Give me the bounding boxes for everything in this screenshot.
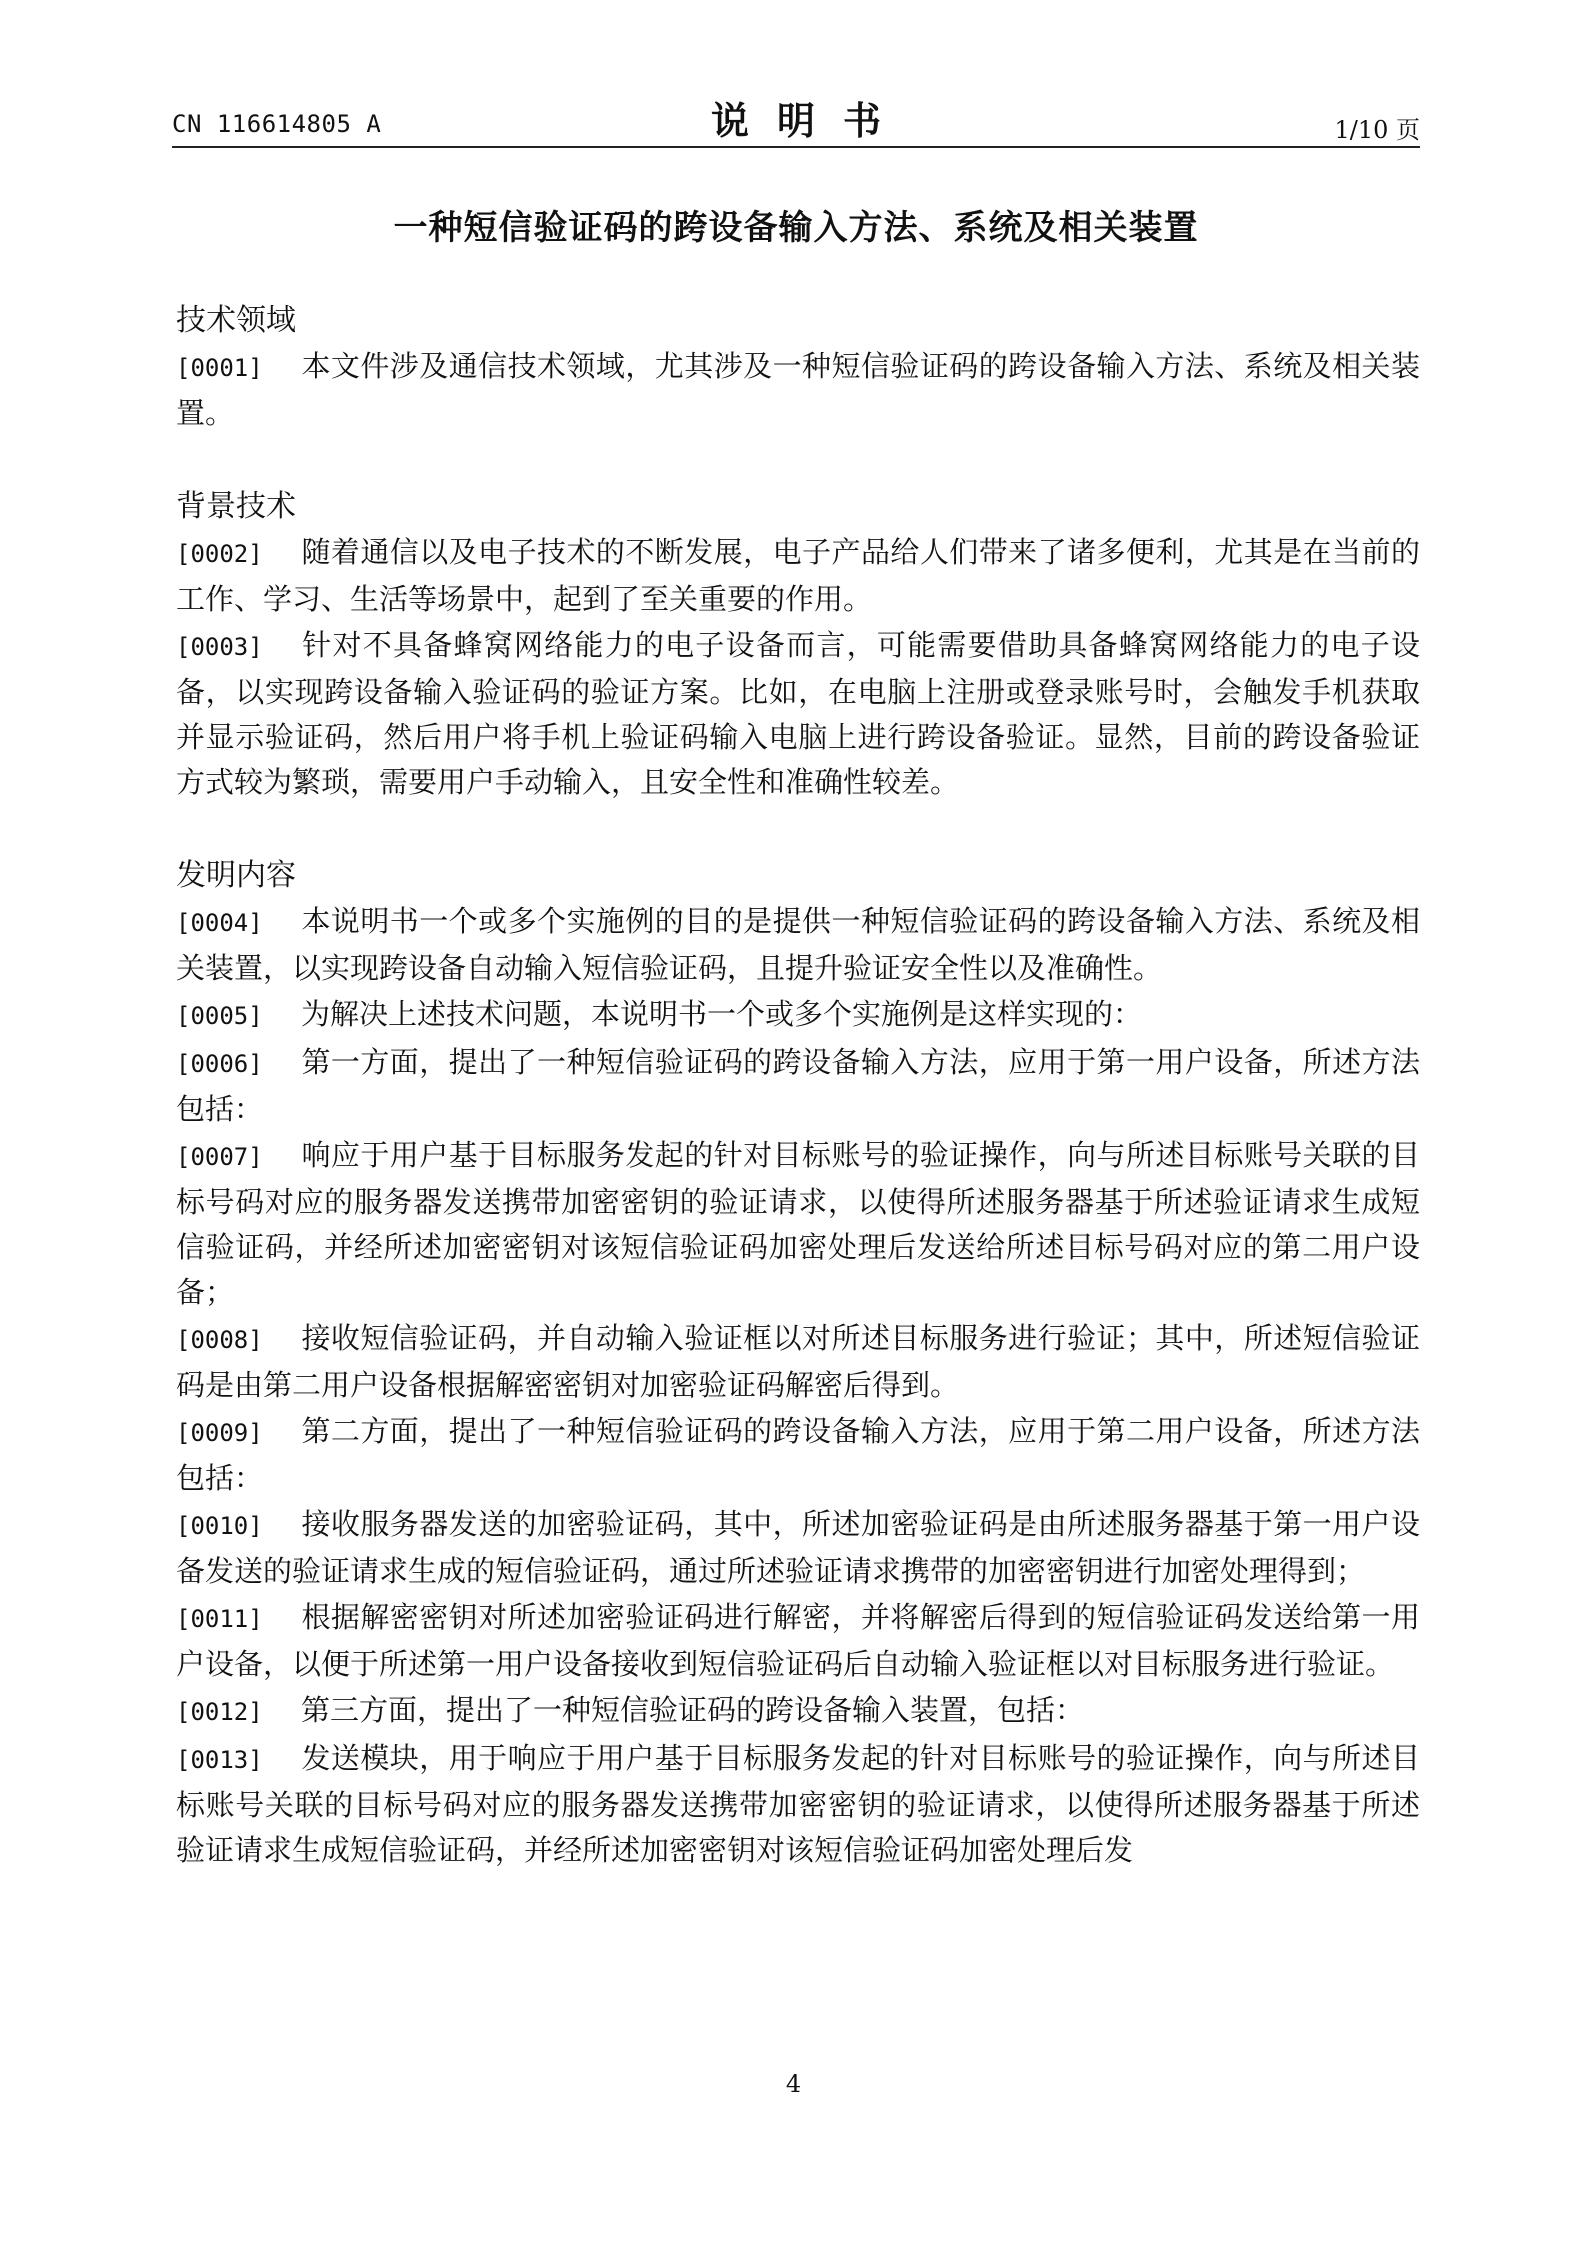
paragraph-text: 根据解密密钥对所述加密验证码进行解密，并将解密后得到的短信验证码发送给第一用户设备，以便于所述第一用户设备接收到短信验证码后自动输入验证框以对目标服务进行验证。 bbox=[176, 1600, 1420, 1681]
paragraph bbox=[176, 622, 1420, 805]
paragraph-text: 接收服务器发送的加密验证码，其中，所述加密验证码是由所述服务器基于第一用户设备发送的验证请求生成的短信验证码，通过所述验证请求携带的加密密钥进行加密处理得到； bbox=[176, 1507, 1420, 1588]
paragraph bbox=[176, 898, 1420, 991]
paragraph-number: [0011] bbox=[176, 1605, 263, 1633]
paragraph-number: [0008] bbox=[176, 1326, 263, 1354]
document-type-heading: 说明书 bbox=[710, 99, 909, 143]
document-body bbox=[176, 298, 1420, 1873]
paragraph-number: [0001] bbox=[176, 354, 263, 382]
paragraph-text: 第一方面，提出了一种短信验证码的跨设备输入方法，应用于第一用户设备，所述方法包括： bbox=[176, 1045, 1420, 1126]
section-heading: 发明内容 bbox=[176, 858, 296, 893]
paragraph-text: 本文件涉及通信技术领域，尤其涉及一种短信验证码的跨设备输入方法、系统及相关装置。 bbox=[176, 349, 1420, 430]
paragraph bbox=[176, 1408, 1420, 1501]
paragraph-number: [0005] bbox=[176, 1002, 263, 1030]
paragraph bbox=[176, 991, 1420, 1039]
paragraph-number: [0007] bbox=[176, 1143, 263, 1171]
paragraph-text: 本说明书一个或多个实施例的目的是提供一种短信验证码的跨设备输入方法、系统及相关装置，以实现跨设备自动输入短信验证码，且提升验证安全性以及准确性。 bbox=[176, 904, 1420, 985]
paragraph bbox=[176, 529, 1420, 622]
paragraph-text: 接收短信验证码，并自动输入验证框以对所述目标服务进行验证；其中，所述短信验证码是由第二用户设备根据解密密钥对加密验证码解密后得到。 bbox=[176, 1321, 1420, 1402]
paragraph-number: [0006] bbox=[176, 1050, 263, 1078]
page-indicator: 1/10 页 bbox=[1334, 116, 1420, 144]
paragraph-text: 响应于用户基于目标服务发起的针对目标账号的验证操作，向与所述目标账号关联的目标号码对应的服务器发送携带加密密钥的验证请求，以使得所述服务器基于所述验证请求生成短信验证码，并经所述加密密钥对该短信验证码加密处理后发送给所述目标号码对应的第二用户设备； bbox=[176, 1138, 1420, 1309]
paragraph bbox=[176, 1039, 1420, 1132]
paragraph-number: [0013] bbox=[176, 1746, 263, 1774]
paragraph-number: [0003] bbox=[176, 633, 263, 661]
document-title: 一种短信验证码的跨设备输入方法、系统及相关装置 bbox=[393, 208, 1199, 248]
page-header bbox=[172, 90, 1420, 146]
paragraph-number: [0012] bbox=[176, 1698, 263, 1726]
section-heading: 背景技术 bbox=[176, 489, 296, 524]
paragraph bbox=[176, 1315, 1420, 1408]
paragraph-text: 随着通信以及电子技术的不断发展，电子产品给人们带来了诸多便利，尤其是在当前的工作、学习、生活等场景中，起到了至关重要的作用。 bbox=[176, 535, 1420, 616]
section-background bbox=[176, 484, 1420, 805]
paragraph-text: 为解决上述技术问题，本说明书一个或多个实施例是这样实现的： bbox=[301, 997, 1143, 1031]
paragraph-text: 发送模块，用于响应于用户基于目标服务发起的针对目标账号的验证操作，向与所述目标账号关联的目标号码对应的服务器发送携带加密密钥的验证请求，以使得所述服务器基于所述验证请求生成短信验证码，并经所述加密密钥对该短信验证码加密处理后发 bbox=[176, 1741, 1420, 1867]
paragraph-text: 第三方面，提出了一种短信验证码的跨设备输入装置，包括： bbox=[301, 1693, 1085, 1727]
paragraph-number: [0004] bbox=[176, 909, 263, 937]
publication-number: CN 116614805 A bbox=[172, 110, 382, 138]
paragraph-number: [0010] bbox=[176, 1512, 263, 1540]
paragraph bbox=[176, 1735, 1420, 1873]
header-divider bbox=[172, 146, 1420, 148]
paragraph bbox=[176, 1594, 1420, 1687]
paragraph bbox=[176, 1132, 1420, 1315]
paragraph-text: 第二方面，提出了一种短信验证码的跨设备输入方法，应用于第二用户设备，所述方法包括： bbox=[176, 1414, 1420, 1495]
paragraph bbox=[176, 1501, 1420, 1594]
section-summary bbox=[176, 853, 1420, 1873]
page-number: 4 bbox=[785, 2070, 802, 2098]
section-heading: 技术领域 bbox=[176, 303, 296, 338]
paragraph-text: 针对不具备蜂窝网络能力的电子设备而言，可能需要借助具备蜂窝网络能力的电子设备，以实现跨设备输入验证码的验证方案。比如，在电脑上注册或登录账号时，会触发手机获取并显示验证码，然后用户将手机上验证码输入电脑上进行跨设备验证。显然，目前的跨设备验证方式较为繁琐，需要用户手动输入，且安全性和准确性较差。 bbox=[176, 628, 1420, 799]
section-technical-field bbox=[176, 298, 1420, 436]
paragraph bbox=[176, 1687, 1420, 1735]
paragraph bbox=[176, 343, 1420, 436]
paragraph-number: [0009] bbox=[176, 1419, 263, 1447]
paragraph-number: [0002] bbox=[176, 540, 263, 568]
